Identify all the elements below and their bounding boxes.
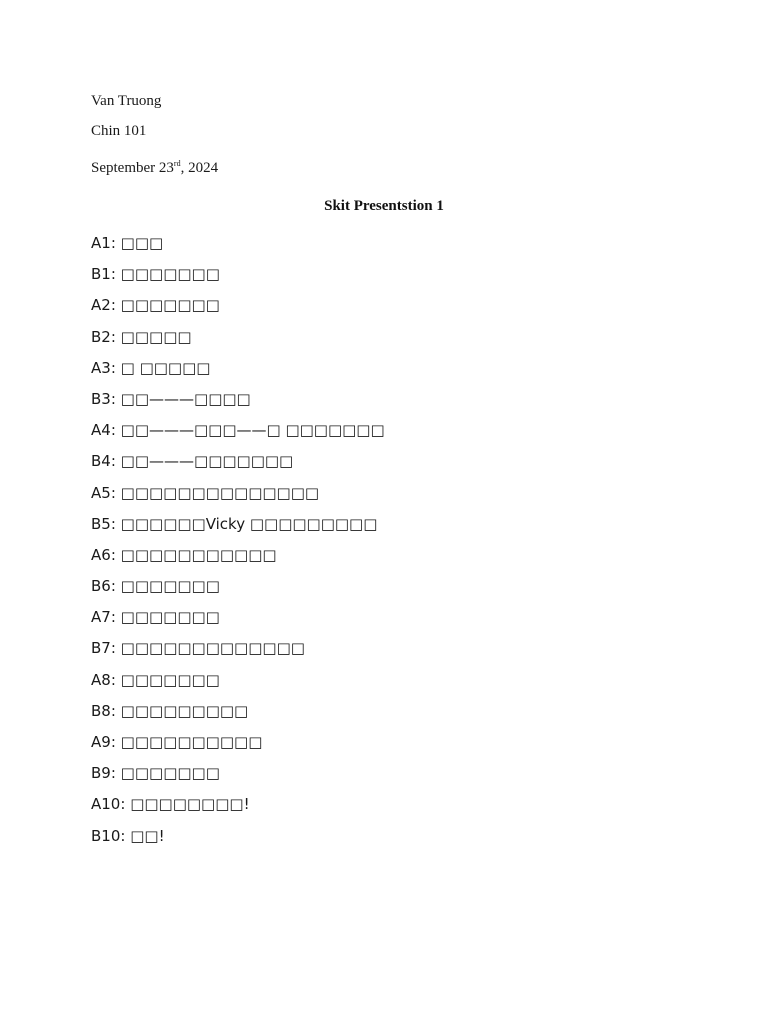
dialogue-text: □□———□□□——□ □□□□□□□: [120, 421, 385, 440]
speaker-label: B9 :: [91, 764, 121, 782]
speaker-label: B2 :: [91, 328, 121, 346]
dialogue-text: □□□□□□□□!: [130, 795, 250, 814]
course-name: Chin 101: [91, 123, 147, 139]
dialogue-line: [91, 514, 385, 545]
speaker-label: A9 :: [91, 733, 121, 751]
speaker-label: B4 :: [91, 452, 121, 470]
dialogue-text: □□———□□□□: [120, 389, 251, 408]
date-ordinal-suffix: rd: [173, 159, 181, 168]
dialogue-line: [91, 794, 385, 825]
dialogue-text: □□□□□□Vicky □□□□□□□□□: [120, 514, 378, 533]
dialogue-line: [91, 576, 385, 607]
speaker-label: A1 :: [91, 234, 121, 252]
speaker-label: A3 :: [91, 359, 121, 377]
date-year: , 2024: [180, 160, 219, 176]
speaker-label: A2 :: [91, 296, 121, 314]
dialogue-line: [91, 295, 385, 326]
speaker-label: B10 :: [91, 827, 130, 845]
dialogue-line: [91, 826, 385, 857]
dialogue-line: [91, 389, 385, 420]
speaker-label: A5 :: [91, 484, 121, 502]
speaker-label: B5 :: [91, 515, 121, 533]
dialogue-list: [91, 233, 385, 857]
speaker-label: B6 :: [91, 577, 121, 595]
document-date: [91, 160, 218, 177]
dialogue-text: □□□□□□□: [120, 608, 220, 627]
dialogue-line: [91, 233, 385, 264]
dialogue-text: □□□□□□□: [120, 296, 220, 315]
speaker-label: A8 :: [91, 671, 121, 689]
dialogue-line: [91, 358, 385, 389]
dialogue-line: [91, 732, 385, 763]
document-title: Skit Presentstion 1: [324, 198, 444, 214]
dialogue-line: [91, 483, 385, 514]
dialogue-text: □□□□□□□□□: [120, 701, 249, 720]
dialogue-text: □□□□□□□: [120, 577, 220, 596]
speaker-label: B3 :: [91, 390, 121, 408]
dialogue-text: □□!: [130, 826, 165, 845]
dialogue-text: □□□□□□□□□□□□□: [120, 639, 305, 658]
speaker-label: B8 :: [91, 702, 121, 720]
date-month-day: September 23: [91, 160, 174, 176]
dialogue-text: □□———□□□□□□□: [120, 452, 294, 471]
dialogue-line: [91, 763, 385, 794]
dialogue-text: □□□□□□□□□□□: [120, 545, 277, 564]
dialogue-text: □□□□□□□: [120, 764, 220, 783]
dialogue-line: [91, 701, 385, 732]
dialogue-line: [91, 638, 385, 669]
speaker-label: B1 :: [91, 265, 121, 283]
author-name: Van Truong: [91, 93, 162, 109]
speaker-label: B7 :: [91, 639, 121, 657]
speaker-label: A7 :: [91, 608, 121, 626]
dialogue-text: □□□□□□□□□□: [120, 733, 263, 751]
speaker-label: A4 :: [91, 421, 121, 439]
dialogue-line: [91, 451, 385, 482]
dialogue-line: [91, 545, 385, 576]
speaker-label: A10 :: [91, 795, 130, 813]
dialogue-text: □□□□□□□: [120, 670, 220, 689]
dialogue-text: □□□□□□□□□□□□□□: [120, 483, 320, 502]
dialogue-text: □ □□□□□: [120, 358, 211, 377]
speaker-label: A6 :: [91, 546, 121, 564]
dialogue-text: □□□□□□□: [120, 265, 220, 284]
dialogue-line: [91, 327, 385, 358]
dialogue-line: [91, 670, 385, 701]
dialogue-line: [91, 264, 385, 295]
dialogue-line: [91, 607, 385, 638]
dialogue-line: [91, 420, 385, 451]
dialogue-text: □□□□□: [120, 327, 192, 346]
dialogue-text: □□□: [120, 234, 164, 252]
